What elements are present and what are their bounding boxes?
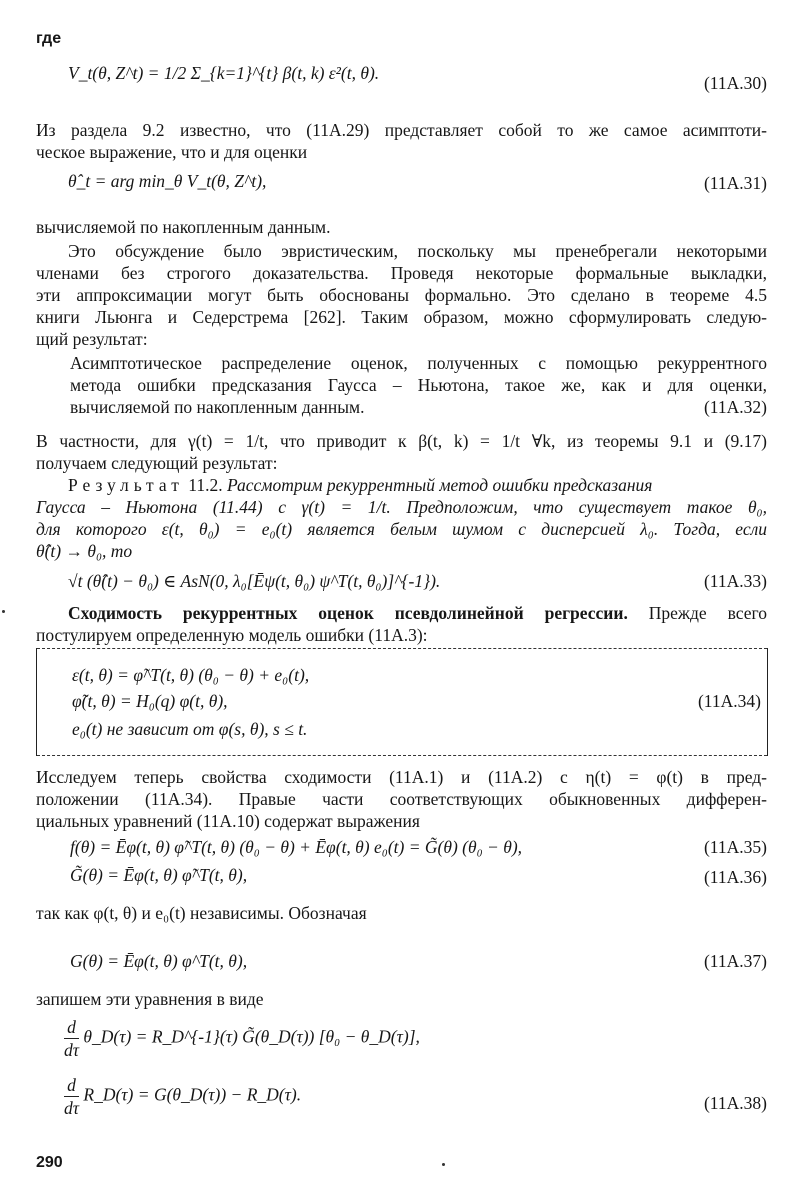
equation-11A31 xyxy=(68,170,266,192)
section-title: Сходимость рекуррентных оценок псевдолинейной регрессии. xyxy=(68,603,628,623)
eq-11A30-text: V_t(θ, Z^t) = 1/2 Σ_{k=1}^{t} β(t, k) ε²(t, θ). xyxy=(68,63,380,83)
paragraph-5-line-1: Исследуем теперь свойства сходимости (11A.1) и (11A.2) с η(t) = φ(t) в пред- xyxy=(36,767,767,787)
fraction-d-dtau-2: $\frac{d}{d\tau}$ xyxy=(64,1075,80,1118)
quote-line-3: вычисляемой по накопленным данным. xyxy=(70,397,365,417)
result-line-4: θ̂(t) → θ₀, то xyxy=(36,541,133,561)
result-label: Результат xyxy=(68,475,184,495)
eq-number-11A37: (11A.37) xyxy=(703,951,767,971)
paragraph-3-line-5: щий результат: xyxy=(36,329,148,349)
eq-number-11A30: (11A.30) xyxy=(703,73,767,93)
result-line-2: Гаусса – Ньютона (11.44) с γ(t) = 1/t. Предположим, что существует такое θ₀, xyxy=(36,497,767,517)
quote-line-2: метода ошибки предсказания Гаусса – Ньютона, такое же, как и для оценки, xyxy=(70,375,767,395)
top-word: где xyxy=(36,30,62,47)
eq-number-11A34: (11A.34) xyxy=(697,691,761,711)
eq-number-11A31: (11A.31) xyxy=(703,173,767,193)
result-number: 11.2. xyxy=(188,475,223,495)
result-line-1 xyxy=(68,474,767,496)
paragraph-4-line-2: получаем следующий результат: xyxy=(36,453,278,473)
box-equation-2: φ̃(t, θ) = H₀(q) φ(t, θ), xyxy=(72,691,228,711)
paragraph-6-line-1: так как φ(t, θ) и e₀(t) независимы. Обозначая xyxy=(36,903,367,923)
paragraph-7-line-1: запишем эти уравнения в виде xyxy=(36,989,264,1009)
equation-11A38-line-2 xyxy=(64,1076,301,1117)
eq-number-11A33: (11A.33) xyxy=(703,571,767,591)
eq-number-11A35: (11A.35) xyxy=(703,837,767,857)
page-number: 290 xyxy=(36,1154,63,1171)
paragraph-3-line-4: книги Льюнга и Седерстрема [262]. Таким образом, можно сформулировать следую- xyxy=(36,307,767,327)
equation-11A35: f(θ) = Ēφ(t, θ) φ̃^T(t, θ) (θ₀ − θ) + Ēφ(t, θ) e₀(t) = G̃(θ) (θ₀ − θ), xyxy=(70,837,523,857)
quote-line-1: Асимптотическое распределение оценок, полученных с помощью рекуррентного xyxy=(70,353,767,373)
section-line-2: постулируем определенную модель ошибки (11A.3): xyxy=(36,625,428,645)
paragraph-3-line-3: эти аппроксимации могут быть обоснованы формально. Это сделано в теореме 4.5 xyxy=(36,285,767,305)
paragraph-5-line-3: циальных уравнений (11A.10) содержат выражения xyxy=(36,811,420,831)
eq-11A33-text: √t (θ̂(t) − θ₀) ∈ AsN(0, λ₀[Ēψ(t, θ₀) ψ^T(t, θ₀)]^{-1}). xyxy=(68,571,441,591)
paragraph-4-line-1: В частности, для γ(t) = 1/t, что приводит к β(t, k) = 1/t ∀k, из теоремы 9.1 и (9.17) xyxy=(36,431,767,451)
fraction-d-dtau-1: $\frac{d}{d\tau}$ xyxy=(64,1017,80,1060)
equation-11A38-line-1 xyxy=(64,1018,420,1059)
eq-number-11A32: (11A.32) xyxy=(703,397,767,417)
eq-number-11A36: (11A.36) xyxy=(703,867,767,887)
equation-11A33 xyxy=(68,570,440,592)
section-title-rest: Прежде всего xyxy=(648,603,767,623)
box-equation-3: e₀(t) не зависит от φ(s, θ), s ≤ t. xyxy=(72,719,308,739)
paragraph-5-line-2: положении (11A.34). Правые части соответствующих обыкновенных дифферен- xyxy=(36,789,767,809)
box-equation-1: ε(t, θ) = φ̃^T(t, θ) (θ₀ − θ) + e₀(t), xyxy=(72,665,310,685)
equation-11A30 xyxy=(68,62,379,84)
paragraph-1-line-2: ческое выражение, что и для оценки xyxy=(36,142,308,162)
eq-11A38b-text: R_D(τ) = G(θ_D(τ)) − R_D(τ). xyxy=(83,1084,302,1105)
scan-speck xyxy=(442,1163,445,1166)
paragraph-2-line-1: вычисляемой по накопленным данным. xyxy=(36,217,331,237)
eq-number-11A38: (11A.38) xyxy=(703,1093,767,1113)
section-heading-line xyxy=(68,602,767,624)
eq-11A31-text: θ̂_t = arg min_θ V_t(θ, Z^t), xyxy=(68,171,267,191)
equation-11A36: G̃(θ) = Ēφ(t, θ) φ̃^T(t, θ), xyxy=(70,865,248,885)
paragraph-3-line-1: Это обсуждение было эвристическим, поскольку мы пренебрегали некоторыми xyxy=(68,241,767,261)
scan-speck xyxy=(2,610,5,613)
result-line-3: для которого ε(t, θ₀) = e₀(t) является белым шумом с дисперсией λ₀. Тогда, если xyxy=(36,519,767,539)
equation-11A37: G(θ) = Ēφ(t, θ) φ^T(t, θ), xyxy=(70,951,248,971)
result-text-1: Рассмотрим рекуррентный метод ошибки предсказания xyxy=(227,475,653,495)
paragraph-3-line-2: членами без строгого доказательства. Проведя некоторые формальные выкладки, xyxy=(36,263,767,283)
paragraph-1-line-1: Из раздела 9.2 известно, что (11A.29) представляет собой то же самое асимптоти- xyxy=(36,120,767,140)
eq-11A38a-text: θ_D(τ) = R_D^{-1}(τ) G̃(θ_D(τ)) [θ₀ − θ_D(τ)], xyxy=(83,1026,420,1047)
